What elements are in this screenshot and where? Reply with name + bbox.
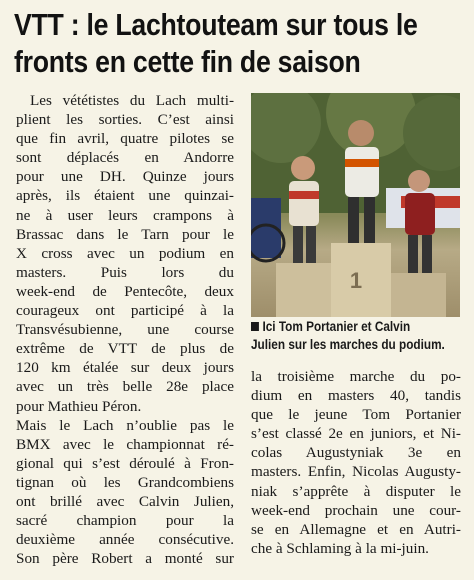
body-line: Brassac dans le Tarn pour le (16, 225, 234, 243)
body-line: avec un très belle 28e place (16, 378, 234, 396)
body-line: dium en masters 40, tandis (251, 387, 461, 405)
body-line: Mais le Lach n’oublie pas le (16, 416, 234, 434)
body-line: après, ils étaient une quinzai- (16, 187, 234, 205)
headline-line-2: fronts en cette fin de saison (14, 44, 361, 79)
body-line: extrême de VTT de plus de (16, 340, 234, 358)
body-line: sont déplacés en Andorre (16, 149, 234, 167)
body-line: gional qui s’est déroulé à Fron- (16, 454, 234, 472)
body-line: se en Allemagne et en Autri- (251, 520, 461, 538)
podium-photo (251, 93, 460, 317)
body-line: s’est classé 2e en juniors, et Ni- (251, 425, 461, 443)
body-line: la troisième marche du po- (251, 368, 461, 385)
body-line: Les vététistes du Lach multi- (30, 92, 234, 109)
body-line: week-end prochain une cour- (251, 501, 461, 519)
left-column (16, 91, 234, 568)
body-line: colas Augustyniak 3e en (251, 444, 461, 462)
caption-bullet-icon (251, 322, 259, 331)
caption-line-1-text: Ici Tom Portanier et Calvin (262, 319, 411, 334)
body-line: che à Schlaming à la mi-juin. (251, 539, 429, 557)
caption-line-2: Julien sur les marches du podium. (251, 337, 445, 352)
body-line: que fin avril, quatre pilotes se (16, 130, 234, 148)
body-line: 120 km étalée sur deux jours (16, 359, 234, 377)
body-line: Son père Robert a monté sur (16, 550, 234, 568)
body-line: sacré champion pour la (16, 512, 234, 530)
body-line: niak s’apprête à disputer le (251, 482, 461, 500)
svg-text:1: 1 (349, 268, 363, 293)
caption-line-1 (251, 318, 462, 336)
body-line: deuxième année consécutive. (16, 531, 234, 549)
podium-photo-illustration (251, 93, 460, 317)
body-line: week-end de Pentecôte, deux (16, 282, 234, 300)
body-line: courageux ont participé à la (16, 302, 234, 320)
headline-line-1: VTT : le Lachtouteam sur tous le (14, 7, 418, 42)
body-line: tignan où les Grandcombiens (16, 473, 234, 491)
body-line: plient les sorties. C’est ainsi (16, 111, 234, 129)
right-column (251, 367, 461, 558)
photo-caption (251, 318, 463, 354)
body-line: que le jeune Tom Portanier (251, 406, 461, 424)
headline (14, 6, 461, 80)
body-line: X cross avec un podium en (16, 244, 234, 262)
body-line: pour une DH. Quinze jours (16, 168, 234, 186)
body-line: BMX avec le championnat ré- (16, 435, 234, 453)
body-line: pour Mathieu Péron. (16, 397, 142, 415)
body-line: ne à user leurs crampons à (16, 206, 234, 224)
body-line: ont brillé avec Calvin Julien, (16, 492, 234, 510)
body-line: masters. Puis lors du (16, 263, 234, 281)
body-line: Transvésubienne, une course (16, 321, 234, 339)
body-line: masters. Enfin, Nicolas Augusty- (251, 463, 461, 481)
